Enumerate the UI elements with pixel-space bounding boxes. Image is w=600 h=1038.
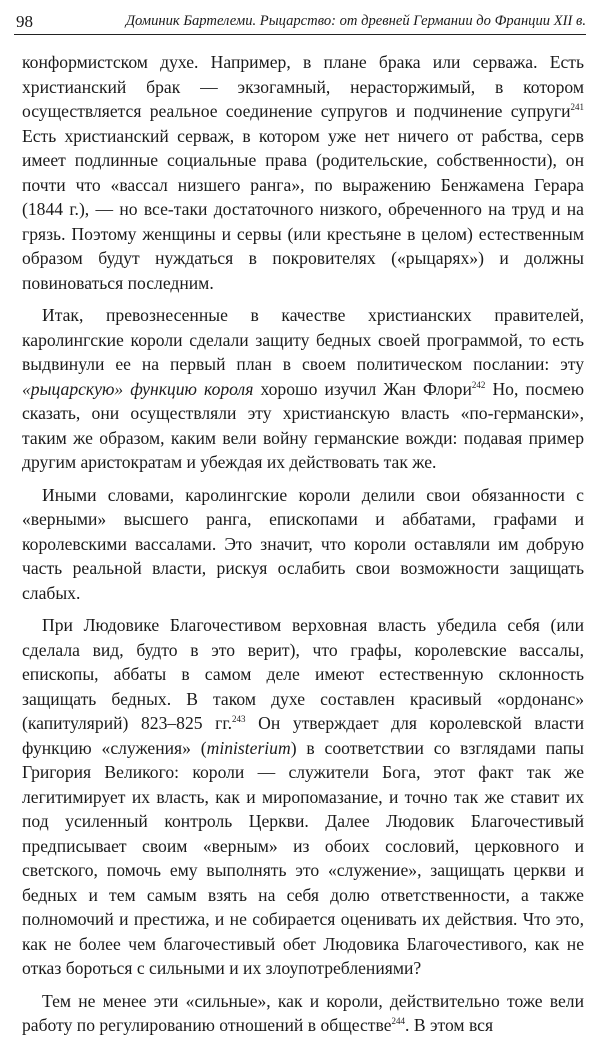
footnote-ref: 242 bbox=[471, 379, 486, 390]
text-run: Итак, превознесенные в качестве христианских правителей, каролингские короли сделали защиту бедных своей программой, то есть выдвинули ее на первый план в своем политическом послании: эту bbox=[22, 305, 584, 374]
page-number: 98 bbox=[16, 12, 33, 31]
page-header bbox=[14, 10, 586, 35]
text-run: Иными словами, каролингские короли делили свои обязанности с «верными» высшего ранга, епископами и аббатами, графами и королевскими вассалами. Это значит, что короли оставляли им добрую часть реальной власти, рискуя ослабить свои возможности защищать слабых. bbox=[22, 484, 584, 603]
paragraph bbox=[22, 303, 584, 475]
paragraph bbox=[22, 50, 584, 295]
text-run: Он утверждает для королевской власти функцию «служения» ( bbox=[22, 713, 585, 758]
text-run: хорошо изучил Жан Флори bbox=[253, 378, 472, 399]
text-run: . В этом вся bbox=[405, 1015, 494, 1035]
footnote-ref: 244 bbox=[391, 1016, 406, 1027]
text-run: Но, посмею сказать, они осуществляли эту христианскую власть «по-германски», таким же образом, каким вели войну германские вожди: подавая пример другим аристократам и убеждая их действовать так же. bbox=[22, 378, 585, 472]
running-title: Доминик Бартелеми. Рыцарство: от древней Германии до Франции XII в. bbox=[125, 13, 586, 29]
text-run: Есть христианский серваж, в котором уже нет ничего от рабства, серв имеет подлинные социальные права (родительские, собственности), он почти что «вассал низшего ранга», по выражению Бенжамена Герара (1844 г.), — но все-таки достаточного низкого, обреченного на труд и на грязь. Поэтому женщины и сервы (или крестьяне в целом) естественным образом будут нуждаться в покровителях («рыцарях») и должны повиноваться последним. bbox=[22, 125, 584, 293]
paragraph bbox=[22, 483, 584, 606]
body-text bbox=[22, 50, 584, 1038]
text-run: ) в соответствии со взглядами папы Григория Великого: короли — служители Бога, этот факт так же легитимирует их власть, как и миропомазание, и точно так же ставит их под усиленный контроль Церкви. Далее Людовик Благочестивый предписывает своим «верным» из обоих сословий, церковного и светского, помочь ему выполнять это «служение», защищать церкви и бедных и тем самым взять на себя долю ответственности, а также полномочий и престижа, и не собирается оценивать их действия. Что это, как не более чем благочестивый обет Людовика Благочестивого, как не отказ бороться с сильными и их злоупотреблениями? bbox=[22, 737, 584, 978]
footnote-ref: 241 bbox=[570, 102, 584, 113]
text-run: При Людовике Благочестивом верховная власть убедила себя (или сделала вид, будто в это верит), что графы, королевские вассалы, епископы, аббаты в самом деле имеют естественную склонность защищать бедных. В таком духе составлен красивый «ордонанс» (капитулярий) 823–825 гг. bbox=[22, 615, 584, 733]
text-run: Тем не менее эти «сильные», как и короли, действительно тоже вели работу по регулированию отношений в обществе bbox=[22, 990, 584, 1035]
paragraph bbox=[22, 989, 584, 1038]
text-run: конформистском духе. Например, в плане брака или серважа. Есть христианский брак — экзогамный, нерасторжимый, в котором осуществляется реальное соединение супругов и подчинение супруги bbox=[22, 52, 584, 121]
paragraph bbox=[22, 613, 584, 981]
footnote-ref: 243 bbox=[232, 714, 246, 725]
italic-text: ministerium bbox=[206, 737, 291, 758]
italic-text: «рыцарскую» функцию короля bbox=[22, 378, 254, 399]
